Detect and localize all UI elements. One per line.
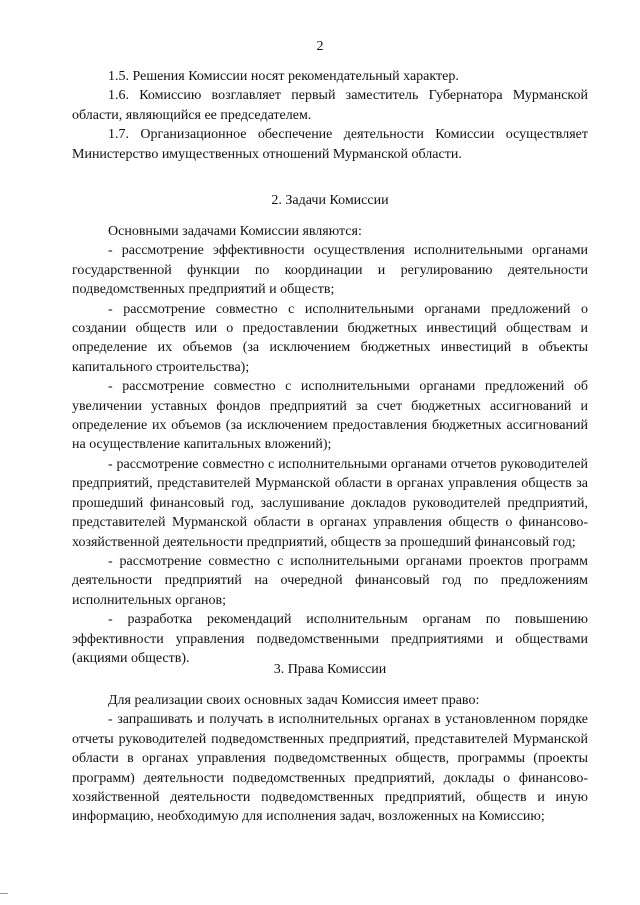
section-3-body (72, 691, 588, 827)
section-2-item: - рассмотрение совместно с исполнительными органами предложений о создании обществ или о предоставлении бюджетных инвестиций обществам и определение их объемов (за исключением бюджетных инвестиций в объекты капитального строительства); (72, 301, 588, 375)
section-3-item: - запрашивать и получать в исполнительных органах в установленном порядке отчеты руководителей подведомственных предприятий, представителей Мурманской области в органах управления подведомственных обществ, программы (проекты программ) деятельности подведомственных предприятий, доклады о финансово-хозяйственной деятельности подведомственных предприятий, обществ и иную информацию, необходимую для исполнения задач, возложенных на Комиссию; (72, 712, 588, 825)
section-3-heading-wrap (72, 660, 588, 679)
section-2-item: - рассмотрение совместно с исполнительными органами отчетов руководителей предприятий, представителей Мурманской области в органах управления обществ за прошедший финансовый год, заслушивание докладов руководителей предприятий, представителей Мурманской области в органах управления обществ о финансово-хозяйственной деятельности предприятий, обществ за прошедший финансовый год; (72, 456, 588, 550)
section-2-item: - рассмотрение совместно с исполнительными органами предложений об увеличении уставных фондов предприятий за счет бюджетных ассигнований и определение их объемов (за исключением предоставления бюджетных ассигнований на осуществление капитальных вложений); (72, 379, 588, 453)
section-2-body (72, 222, 588, 668)
section-3-heading: 3. Права Комиссии (273, 662, 387, 677)
section-2-heading: 2. Задачи Комиссии (271, 193, 389, 208)
section-2-heading-wrap (72, 191, 588, 210)
clause-1-5: 1.5. Решения Комиссии носят рекомендательный характер. (108, 69, 459, 84)
section-2-item: - рассмотрение совместно с исполнительными органами проектов программ деятельности предприятий на очередной финансовый год по предложениям исполнительных органов; (72, 553, 588, 608)
section-2-intro: Основными задачами Комиссии являются: (108, 224, 362, 239)
clauses-block (72, 67, 588, 164)
page-number: 2 (316, 39, 324, 54)
section-3-intro: Для реализации своих основных задач Комиссия имеет право: (108, 693, 480, 708)
edge-mark (0, 893, 8, 894)
section-2-item: - разработка рекомендаций исполнительным органам по повышению эффективности управления подведомственными предприятиями и обществами (акциями обществ). (72, 612, 588, 666)
clause-1-6: 1.6. Комиссию возглавляет первый заместитель Губернатора Мурманской области, являющийся ее председателем. (72, 88, 588, 123)
section-2-item: - рассмотрение эффективности осуществления исполнительными органами государственной функции по координации и регулированию деятельности подведомственных предприятий и обществ; (72, 243, 588, 298)
clause-1-7: 1.7. Организационное обеспечение деятельности Комиссии осуществляет Министерство имущественных отношений Мурманской области. (72, 127, 588, 162)
